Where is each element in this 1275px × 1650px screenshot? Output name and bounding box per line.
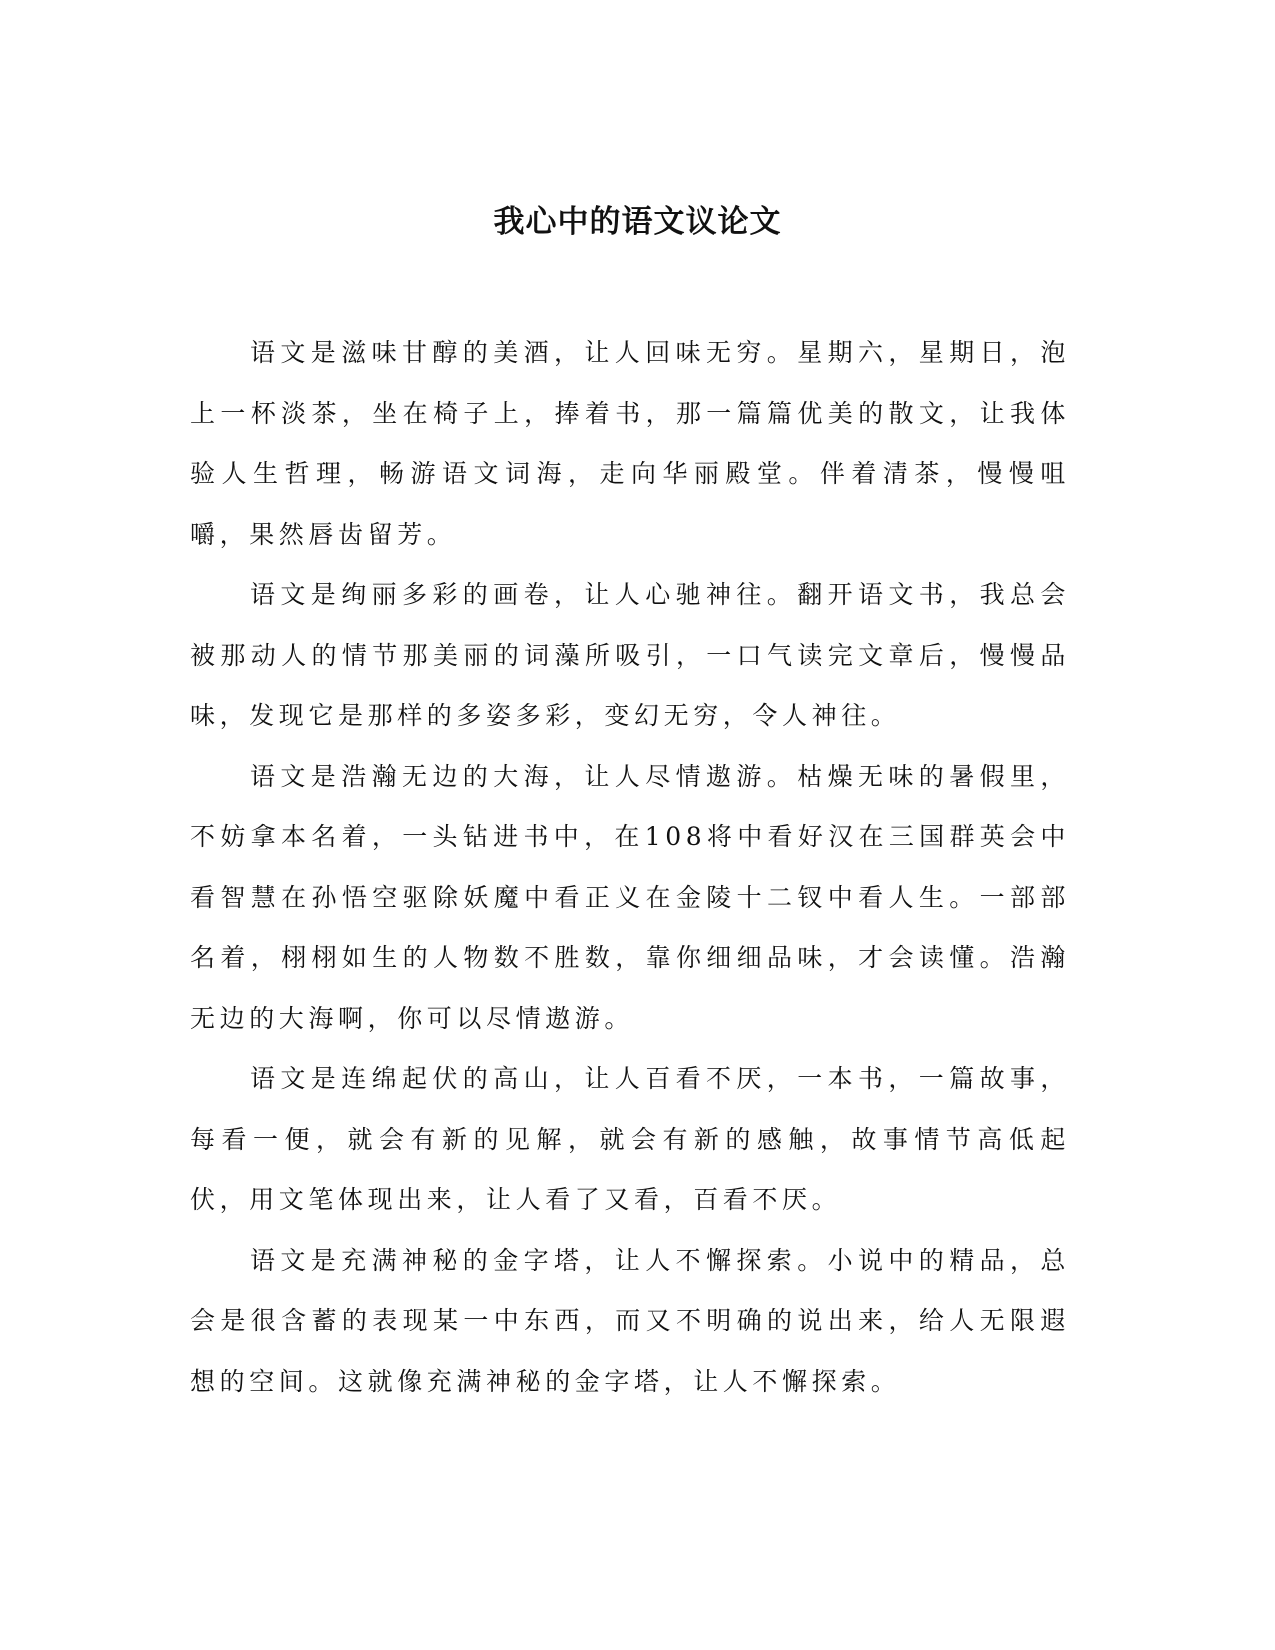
paragraph-1: 语文是滋味甘醇的美酒，让人回味无穷。星期六，星期日，泡上一杯淡茶，坐在椅子上，捧着书，那一篇篇优美的散文，让我体验人生哲理，畅游语文词海，走向华丽殿堂。伴着清茶，慢慢咀嚼，果然唇齿留芳。 (190, 338, 1070, 549)
paragraph-5: 语文是充满神秘的金字塔，让人不懈探索。小说中的精品，总会是很含蓄的表现某一中东西，而又不明确的说出来，给人无限遐想的空间。这就像充满神秘的金字塔，让人不懈探索。 (190, 1245, 1070, 1396)
paragraph-4: 语文是连绵起伏的高山，让人百看不厌，一本书，一篇故事，每看一便，就会有新的见解，就会有新的感触，故事情节高低起伏，用文笔体现出来，让人看了又看，百看不厌。 (190, 1064, 1070, 1214)
document-body (190, 323, 1070, 1412)
paragraph-3: 语文是浩瀚无边的大海，让人尽情遨游。枯燥无味的暑假里，不妨拿本名着，一头钻进书中，在108将中看好汉在三国群英会中看智慧在孙悟空驱除妖魔中看正义在金陵十二钗中看人生。一部部名着，栩栩如生的人物数不胜数，靠你细细品味，才会读懂。浩瀚无边的大海啊，你可以尽情遨游。 (190, 761, 1070, 1033)
document-title: 我心中的语文议论文 (493, 204, 782, 240)
paragraph-2: 语文是绚丽多彩的画卷，让人心驰神往。翻开语文书，我总会被那动人的情节那美丽的词藻所吸引，一口气读完文章后，慢慢品味，发现它是那样的多姿多彩，变幻无穷，令人神往。 (190, 580, 1070, 730)
